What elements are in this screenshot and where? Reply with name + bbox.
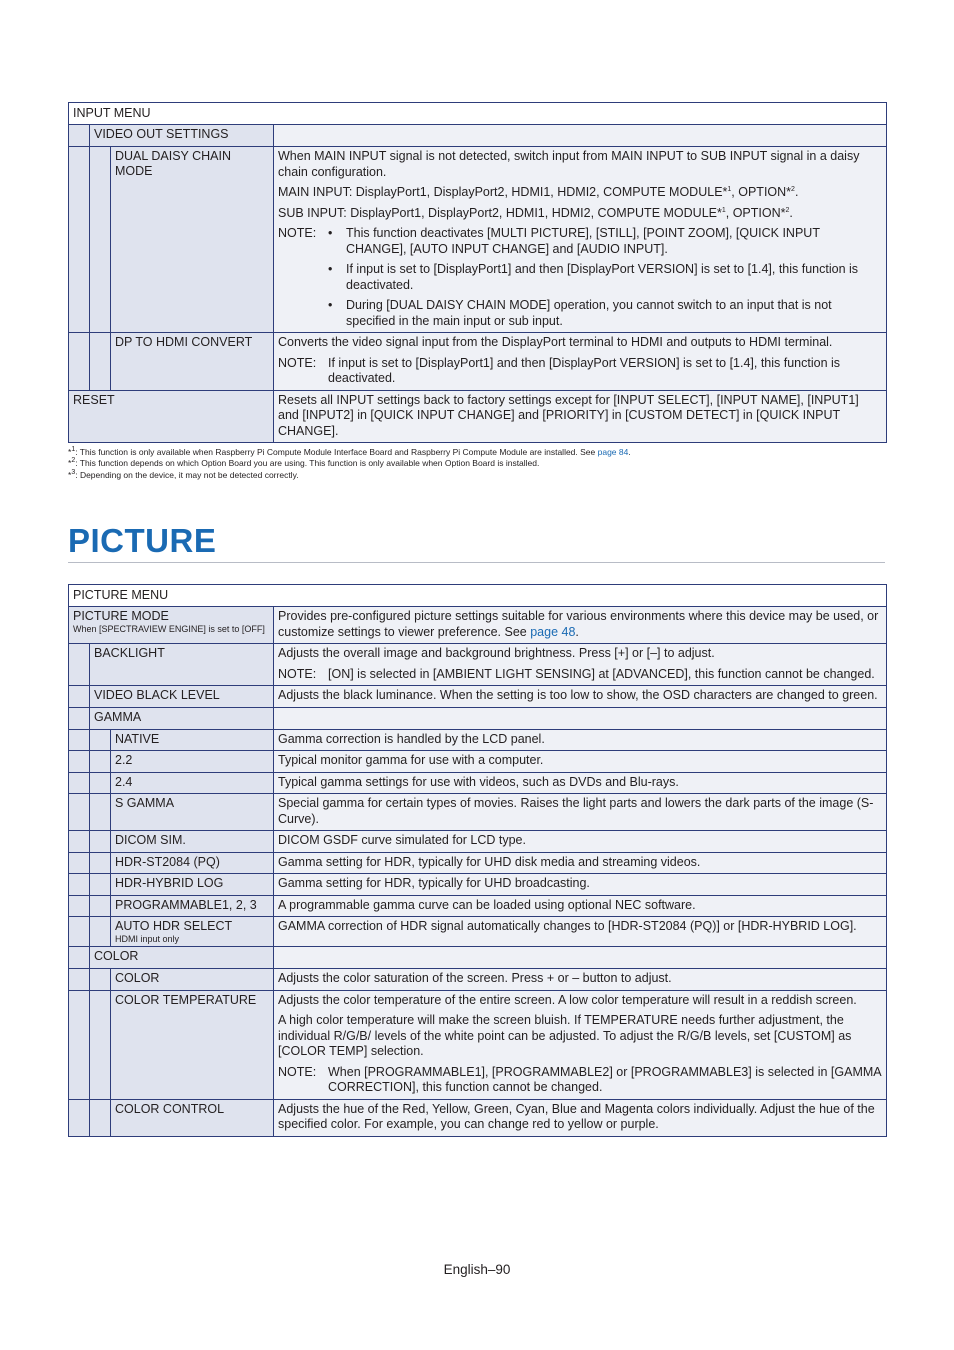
page-link[interactable]: page 84	[597, 447, 629, 457]
backlight-label: BACKLIGHT	[89, 644, 273, 685]
gamma-item-label: NATIVE	[110, 730, 273, 751]
table-row	[69, 968, 886, 990]
table-row	[69, 332, 886, 390]
note: NOTE: [ON] is selected in [AMBIENT LIGHT SENSING] at [ADVANCED], this function cannot be changed.	[278, 666, 875, 681]
color-label: COLOR	[110, 969, 273, 990]
dual-daisy-chain-label: DUAL DAISY CHAIN MODE	[110, 147, 273, 332]
list-item: • During [DUAL DAISY CHAIN MODE] operation, you cannot switch to an input that is not specified in the main input or sub input.	[328, 298, 832, 328]
table-row	[69, 990, 886, 1099]
auto-hdr-select-label: AUTO HDR SELECT HDMI input only	[110, 917, 273, 946]
gamma-item-label: S GAMMA	[110, 794, 273, 830]
reset-desc: Resets all INPUT settings back to factory settings except for [INPUT SELECT], [INPUT NAME], [INPUT1] and [INPUT2] in [QUICK INPUT CHANGE] and [PRIORITY] in [CUSTOM DETECT] in [QUICK INPUT CHANGE].	[273, 391, 886, 443]
dp-to-hdmi-label: DP TO HDMI CONVERT	[110, 333, 273, 390]
bullet-icon: •	[328, 298, 333, 312]
gamma-label: GAMMA	[89, 708, 273, 729]
footnote-3: *$^3$: Depending on the device, it may not be detected correctly.	[68, 469, 299, 480]
table-row	[69, 643, 886, 685]
backlight-desc: Adjusts the overall image and background brightness. Press [+] or [–] to adjust. NOTE: [ON] is selected in [AMBIENT LIGHT SENSING] at [ADVANCED], this function cannot be changed.	[273, 644, 886, 685]
list-item: • If input is set to [DisplayPort1] and then [DisplayPort VERSION] is set to [1.4], this function is deactivated.	[328, 262, 859, 292]
gamma-item-desc: Gamma correction is handled by the LCD panel.	[273, 730, 886, 751]
bullet-icon: •	[328, 262, 333, 276]
table-row	[69, 729, 886, 751]
section-title: PICTURE	[68, 522, 217, 559]
dp-to-hdmi-desc: Converts the video signal input from the DisplayPort terminal to HDMI and outputs to HDMI terminal. NOTE: If input is set to [DisplayPort1] and then [DisplayPort VERSION] is set to [1.4], this function is deactivated.	[273, 333, 886, 390]
picture-menu-table	[68, 584, 887, 1137]
gamma-item-desc: DICOM GSDF curve simulated for LCD type.	[273, 831, 886, 852]
page-number: English–90	[443, 1262, 511, 1277]
color-control-desc: Adjusts the hue of the Red, Yellow, Green, Cyan, Blue and Magenta colors individually. Adjust the hue of the specified color. For example, you can change red to yellow or purple.	[273, 1100, 886, 1136]
picture-mode-desc: Provides pre-configured picture settings suitable for various environments where this device may be used, or customize settings to viewer preference. See page 48.	[273, 607, 886, 643]
auto-hdr-select-desc: GAMMA correction of HDR signal automatically changes to [HDR-ST2084 (PQ)] or [HDR-HYBRID LOG].	[273, 917, 886, 946]
note: NOTE: When [PROGRAMMABLE1], [PROGRAMMABLE2] or [PROGRAMMABLE3] is selected in [GAMMA CORRECTION], this function cannot be changed.	[278, 1064, 881, 1094]
note: NOTE: If input is set to [DisplayPort1] and then [DisplayPort VERSION] is set to [1.4], this function is deactivated.	[278, 355, 841, 385]
table-row	[69, 772, 886, 794]
video-black-level-label: VIDEO BLACK LEVEL	[89, 686, 273, 707]
gamma-item-desc: A programmable gamma curve can be loaded using optional NEC software.	[273, 896, 886, 917]
footnote-2: *$^2$: This function depends on which Option Board you are using. This function is only available when Option Board is installed.	[68, 457, 540, 468]
video-black-level-desc: Adjusts the black luminance. When the setting is too low to show, the OSD characters are changed to green.	[273, 686, 886, 707]
gamma-item-desc: Special gamma for certain types of movies. Raises the light parts and lowers the dark parts of the image (S-Curve).	[273, 794, 886, 830]
table-row	[69, 707, 886, 729]
table-header-row	[69, 103, 886, 124]
page-link[interactable]: page 48	[530, 624, 576, 639]
table-row	[69, 606, 886, 643]
color-temperature-label: COLOR TEMPERATURE	[110, 991, 273, 1099]
gamma-item-label: 2.4	[110, 773, 273, 794]
table-row	[69, 873, 886, 895]
bullet-icon: •	[328, 226, 333, 240]
reset-label: RESET	[69, 391, 273, 443]
gamma-item-desc: Typical gamma settings for use with videos, such as DVDs and Blu-rays.	[273, 773, 886, 794]
list-item: • This function deactivates [MULTI PICTURE], [STILL], [POINT ZOOM], [QUICK INPUT CHANGE], [AUTO INPUT CHANGE] and [AUDIO INPUT].	[328, 226, 820, 256]
table-row	[69, 793, 886, 830]
input-menu-header: INPUT MENU	[69, 103, 155, 124]
gamma-item-desc: Typical monitor gamma for use with a computer.	[273, 751, 886, 772]
table-row	[69, 852, 886, 874]
gamma-item-label: PROGRAMMABLE1, 2, 3	[110, 896, 273, 917]
table-row	[69, 1099, 886, 1137]
gamma-item-desc: Gamma setting for HDR, typically for UHD disk media and streaming videos.	[273, 853, 886, 874]
picture-menu-header: PICTURE MENU	[69, 585, 172, 606]
gamma-item-label: DICOM SIM.	[110, 831, 273, 852]
table-row	[69, 895, 886, 917]
note: NOTE: • This function deactivates [MULTI PICTURE], [STILL], [POINT ZOOM], [QUICK INPUT CHANGE], [AUTO INPUT CHANGE] and [AUDIO INPUT]. • If input is set to [DisplayPort1] and then [DisplayPort VERSION] is set to [1.4], this function is deactivated. • During [DUAL DAISY CHAIN MODE] operation, you cannot switch to an input that is not specified in the main input or sub input.	[278, 226, 882, 329]
video-out-settings-label: VIDEO OUT SETTINGS	[89, 125, 273, 146]
dual-daisy-chain-desc: When MAIN INPUT signal is not detected, switch input from MAIN INPUT to SUB INPUT signal in a daisy chain configuration. MAIN INPUT: DisplayPort1, DisplayPort2, HDMI1, HDMI2, COMPUTE MODULE*$^1$, OPTION*$^2$. SUB INPUT: DisplayPort1, DisplayPort2, HDMI1, HDMI2, COMPUTE MODULE*$^1$, OPTION*$^2$. NOTE: • This function deactivates [MULTI PICTURE], [STILL], [POINT ZOOM], [QUICK INPUT CHANGE], [AUTO INPUT CHANGE] and [AUDIO INPUT]. • If input is set to [DisplayPort1] and then [DisplayPort VERSION] is set to [1.4], this function is deactivated. • During [DUAL DAISY CHAIN MODE] operation, you cannot switch to an input that is not specified in the main input or sub input.	[273, 147, 886, 332]
gamma-item-desc: Gamma setting for HDR, typically for UHD broadcasting.	[273, 874, 886, 895]
table-row	[69, 916, 886, 946]
color-group-label: COLOR	[89, 947, 273, 968]
gamma-item-label: HDR-HYBRID LOG	[110, 874, 273, 895]
title-divider	[68, 562, 885, 563]
table-row	[69, 830, 886, 852]
input-menu-table	[68, 102, 887, 443]
table-row	[69, 390, 886, 443]
table-row	[69, 685, 886, 707]
table-row	[69, 946, 886, 968]
table-row	[69, 146, 886, 332]
gamma-item-label: HDR-ST2084 (PQ)	[110, 853, 273, 874]
color-temperature-desc: Adjusts the color temperature of the entire screen. A low color temperature will result in a reddish screen. A high color temperature will make the screen bluish. If TEMPERATURE needs further adjustment, the individual R/G/B/ levels of the white point can be adjusted. To adjust the R/G/B levels, set [CUSTOM] as [COLOR TEMP] selection. NOTE: When [PROGRAMMABLE1], [PROGRAMMABLE2] or [PROGRAMMABLE3] is selected in [GAMMA CORRECTION], this function cannot be changed.	[273, 991, 886, 1099]
footnote-1: *$^1$: This function is only available when Raspberry Pi Compute Module Interface Board and Raspberry Pi Compute Module are installed. See page 84.	[68, 446, 631, 457]
picture-mode-label: PICTURE MODE When [SPECTRAVIEW ENGINE] is set to [OFF]	[69, 607, 273, 643]
table-row	[69, 750, 886, 772]
table-row	[69, 124, 886, 146]
color-desc: Adjusts the color saturation of the screen. Press + or – button to adjust.	[273, 969, 886, 990]
table-header-row	[69, 585, 886, 606]
gamma-item-label: 2.2	[110, 751, 273, 772]
color-control-label: COLOR CONTROL	[110, 1100, 273, 1136]
